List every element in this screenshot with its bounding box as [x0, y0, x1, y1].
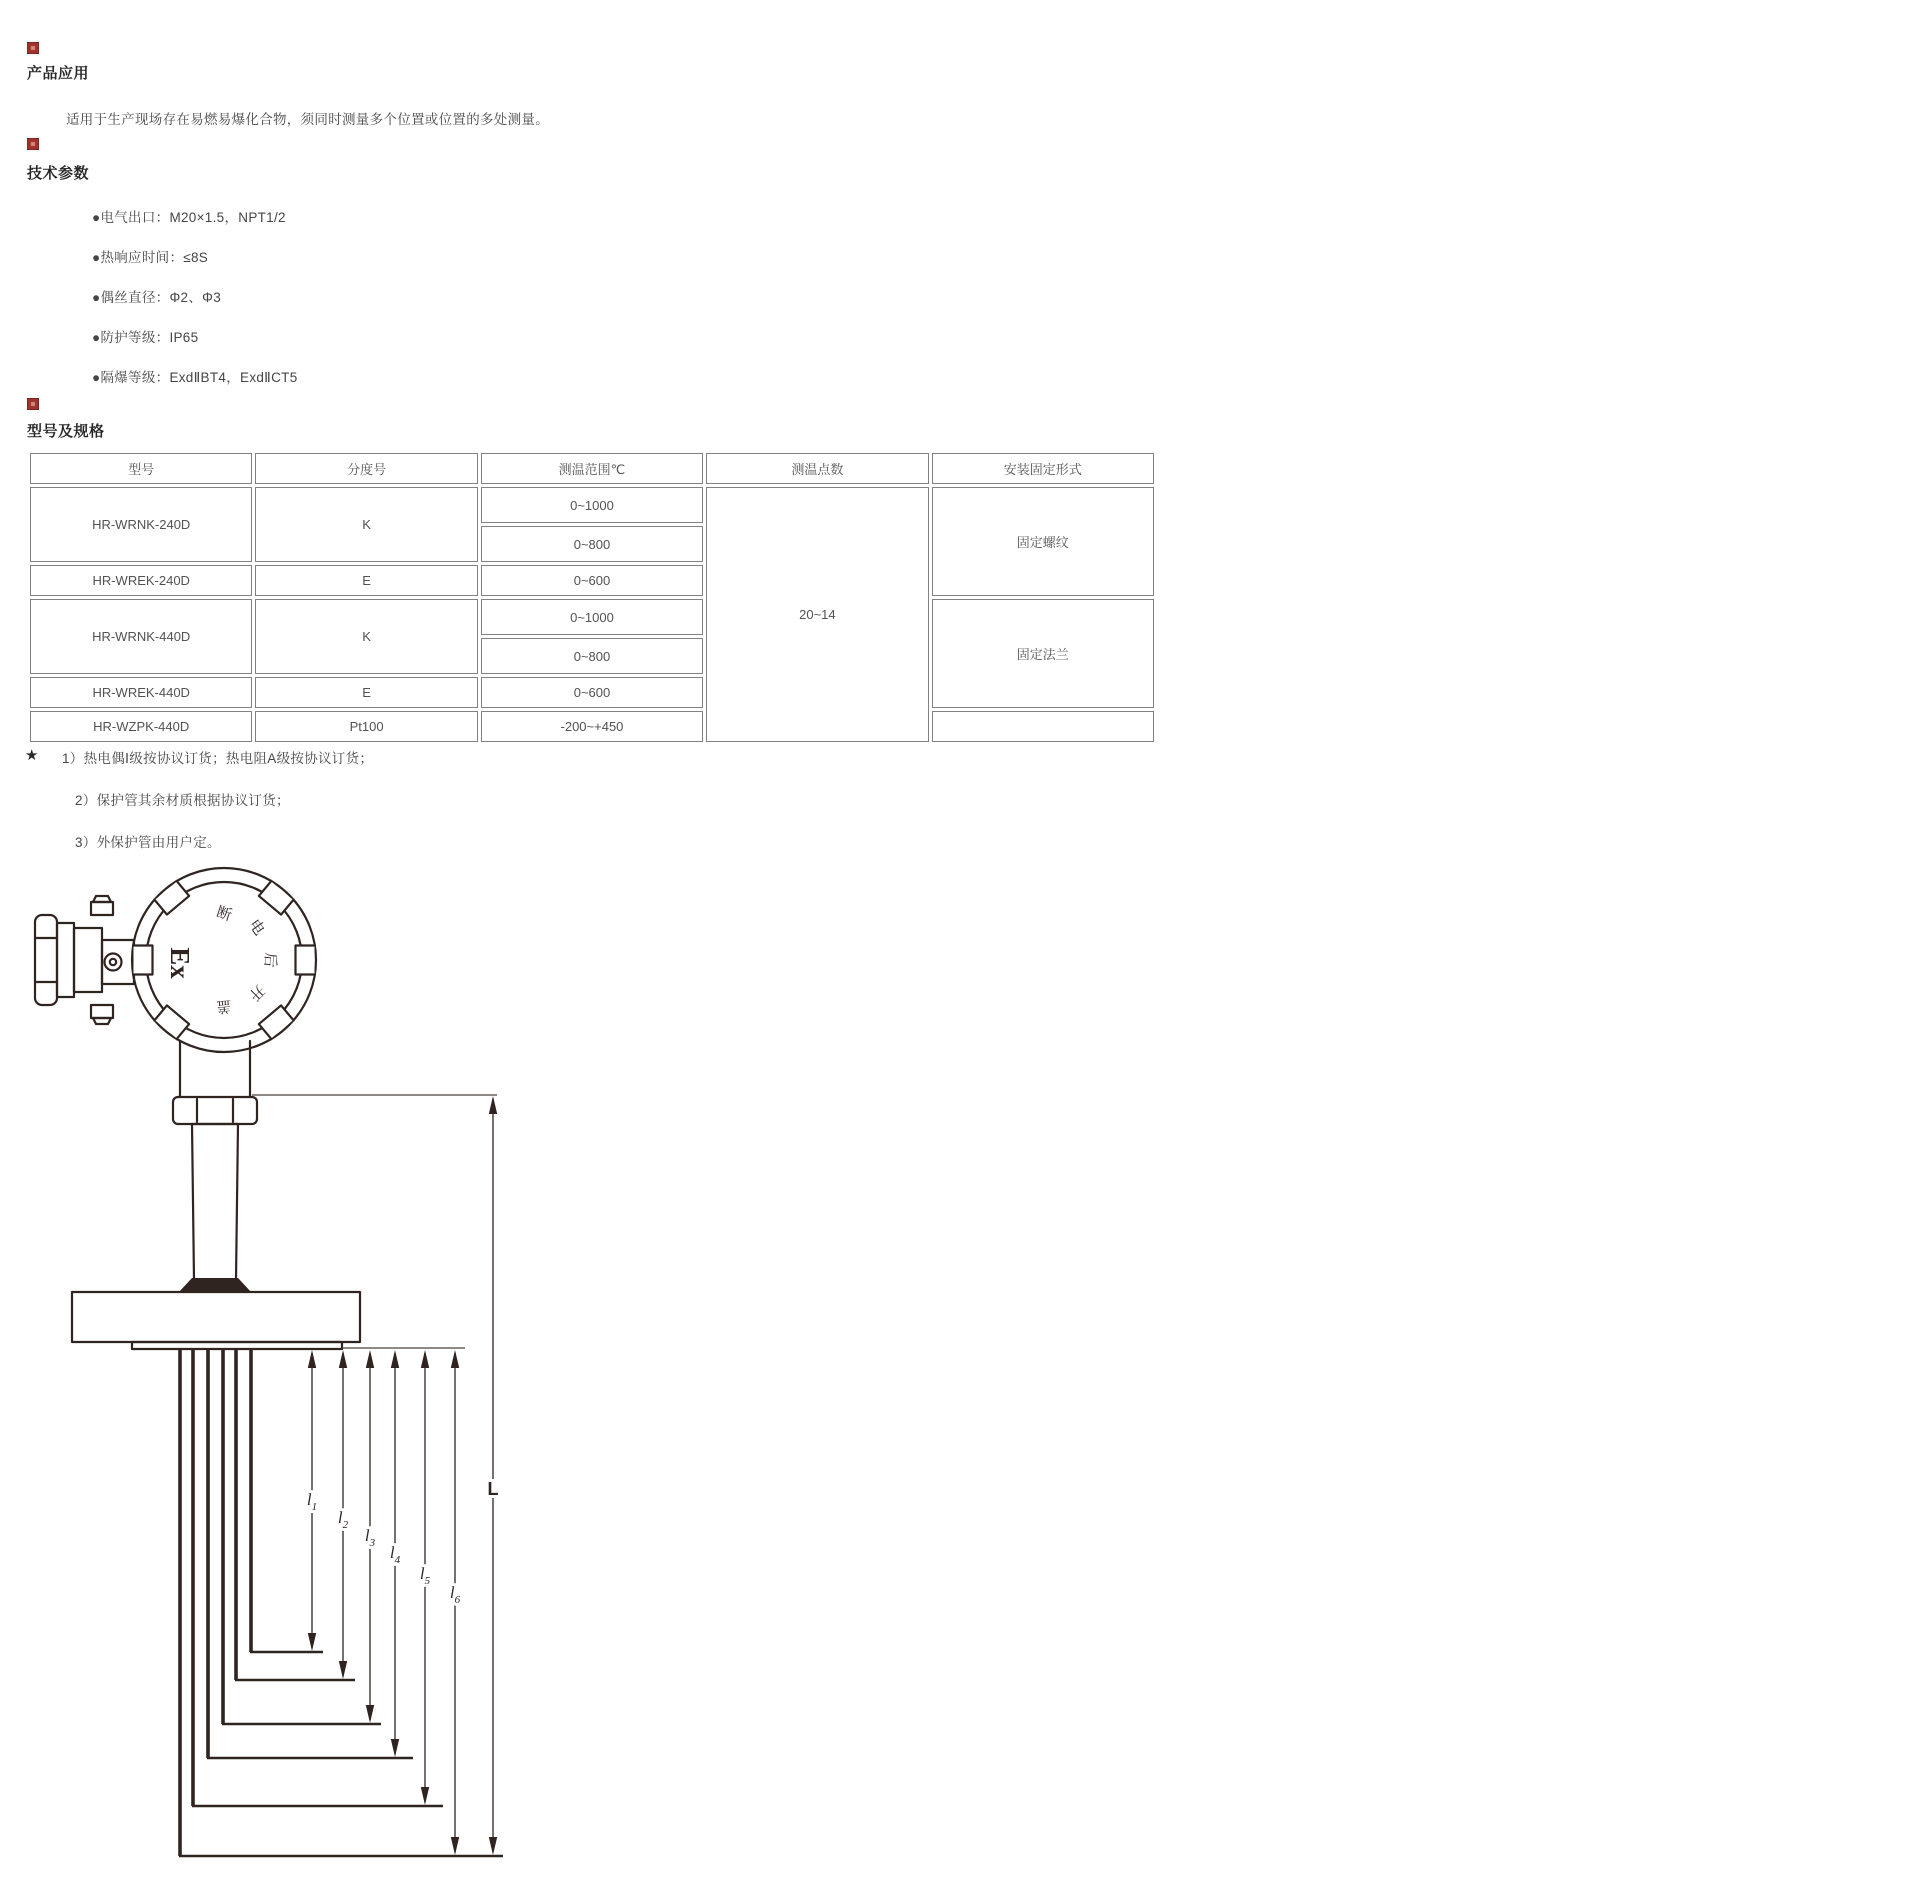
section-title-models: 型号及规格 — [27, 423, 105, 440]
cover-warning-arc-text — [214, 904, 279, 1016]
cell-points: 20~14 — [706, 487, 928, 742]
svg-text:l1: $l_1$ — [306, 1490, 318, 1513]
col-header-model: 型号 — [30, 453, 252, 484]
hex-nut — [173, 1097, 257, 1124]
footnote: 1）热电偶Ⅰ级按协议订货；热电阻A级按协议订货； — [62, 751, 374, 766]
cell-range: -200~+450 — [481, 711, 703, 742]
cell-model: HR-WRNK-240D — [30, 487, 252, 562]
cell-range: 0~800 — [481, 526, 703, 562]
weld-joint — [178, 1278, 252, 1293]
junction-head — [132, 868, 316, 1052]
parameter-item: ●隔爆等级：ExdⅡBT4，ExdⅡCT5 — [92, 370, 298, 385]
total-length-label: L — [487, 1479, 499, 1499]
svg-text:电: 电 — [245, 916, 268, 939]
cell-mount-empty — [932, 711, 1154, 742]
parameter-item: ●电气出口：M20×1.5，NPT1/2 — [92, 210, 286, 225]
device-drawing — [25, 855, 525, 1875]
cell-range: 0~600 — [481, 565, 703, 596]
dim-arrow-l3 — [365, 1350, 376, 1723]
model-spec-table — [27, 450, 1157, 745]
col-header-mounting: 安装固定形式 — [932, 453, 1154, 484]
cell-range: 0~1000 — [481, 487, 703, 523]
svg-text:断: 断 — [214, 903, 234, 925]
svg-text:开: 开 — [245, 981, 268, 1004]
cell-mount-flange: 固定法兰 — [932, 599, 1154, 708]
cable-gland — [35, 896, 134, 1024]
footnote: 2）保护管其余材质根据协议订货； — [75, 793, 290, 808]
dim-arrow-l2 — [338, 1350, 349, 1679]
cell-range: 0~800 — [481, 638, 703, 674]
table-header-row — [30, 453, 1154, 484]
svg-text:l2: $l_2$ — [337, 1508, 349, 1531]
cell-model: HR-WREK-440D — [30, 677, 252, 708]
cell-model: HR-WRNK-440D — [30, 599, 252, 674]
table-row — [30, 599, 1154, 635]
cell-range: 0~1000 — [481, 599, 703, 635]
col-header-graduation: 分度号 — [255, 453, 477, 484]
dim-arrow-l1 — [307, 1350, 317, 1651]
svg-text:l5: $l_5$ — [419, 1564, 431, 1587]
neck-assembly — [173, 1041, 257, 1293]
footnote-star: ★ — [25, 747, 39, 764]
cell-graduation: K — [255, 487, 477, 562]
col-header-points: 测温点数 — [706, 453, 928, 484]
cell-mount-thread: 固定螺纹 — [932, 487, 1154, 596]
section-title-application: 产品应用 — [27, 65, 90, 82]
svg-text:l4: $l_4$ — [389, 1543, 401, 1566]
section-marker-icon — [27, 138, 39, 150]
parameter-item: ●偶丝直径：Φ2、Φ3 — [92, 290, 222, 305]
dim-arrow-l6 — [450, 1350, 461, 1855]
parameter-item: ●防护等级：IP65 — [92, 330, 199, 345]
svg-text:盖: 盖 — [215, 996, 233, 1016]
svg-text:l6: $l_6$ — [449, 1583, 461, 1606]
svg-text:l3: $l_3$ — [364, 1526, 376, 1549]
section-marker-icon — [27, 42, 39, 54]
footnote: 3）外保护管由用户定。 — [75, 835, 221, 850]
cell-graduation: E — [255, 677, 477, 708]
gland-bolt — [105, 954, 122, 971]
cell-model: HR-WZPK-440D — [30, 711, 252, 742]
cell-model: HR-WREK-240D — [30, 565, 252, 596]
col-header-range: 测温范围℃ — [481, 453, 703, 484]
cell-range: 0~600 — [481, 677, 703, 708]
table-row — [30, 711, 1154, 742]
dim-arrow-total-L — [488, 1096, 499, 1855]
cell-graduation: Pt100 — [255, 711, 477, 742]
svg-text:后: 后 — [260, 951, 280, 969]
dimension-arrows — [307, 1096, 499, 1855]
section-title-parameters: 技术参数 — [27, 165, 90, 182]
cell-graduation: K — [255, 599, 477, 674]
ex-marking-label: Ex — [165, 947, 195, 979]
application-paragraph: 适用于生产现场存在易燃易爆化合物，须同时测量多个位置或位置的多处测量。 — [66, 112, 549, 127]
section-marker-icon — [27, 398, 39, 410]
dim-arrow-l4 — [390, 1350, 401, 1757]
table-row — [30, 487, 1154, 523]
stem-tube — [192, 1124, 238, 1280]
mounting-flange — [72, 1292, 360, 1349]
parameter-item: ●热响应时间：≤8S — [92, 250, 209, 265]
cell-graduation: E — [255, 565, 477, 596]
dim-arrow-l5 — [420, 1350, 431, 1805]
